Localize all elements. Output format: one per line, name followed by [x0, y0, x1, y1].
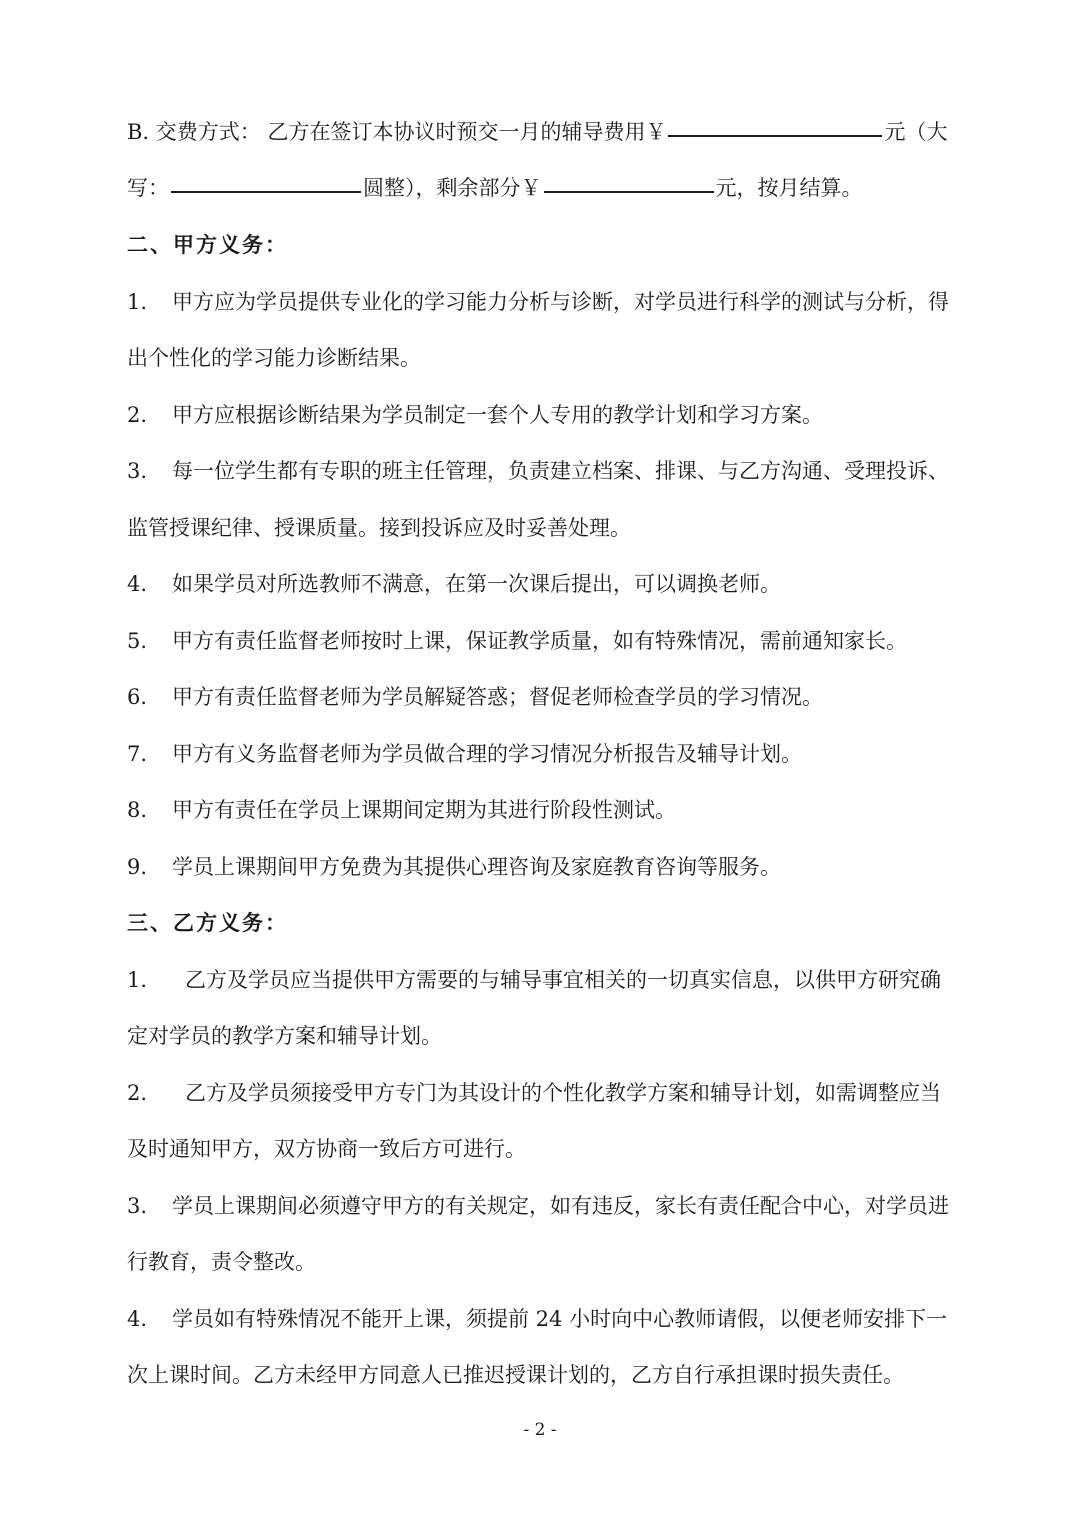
payment-text: 圆整），剩余部分￥ [363, 176, 542, 200]
section-heading-party-b: 三、乙方义务： [127, 910, 288, 935]
item-number: 3. [127, 1194, 148, 1218]
list-item [127, 795, 967, 825]
item-text: 学员如有特殊情况不能开上课，须提前 24 小时向中心教师请假，以便老师安排下一 [172, 1307, 948, 1331]
item-text: 乙方及学员须接受甲方专门为其设计的个性化教学方案和辅导计划，如需调整应当 [185, 1081, 941, 1105]
list-item [127, 400, 967, 430]
item-number: 3. [127, 459, 148, 483]
payment-line-1 [127, 117, 967, 147]
list-item [127, 852, 967, 882]
item-text: 甲方有责任监督老师为学员解疑答惑；督促老师检查学员的学习情况。 [172, 685, 823, 709]
blank-fill-line [171, 191, 361, 193]
item-number: 2. [127, 1081, 148, 1105]
item-number: 8. [127, 798, 148, 822]
list-item [127, 739, 967, 769]
item-number: 6. [127, 685, 148, 709]
item-text: 甲方有责任在学员上课期间定期为其进行阶段性测试。 [172, 798, 676, 822]
item-text: 每一位学生都有专职的班主任管理，负责建立档案、排课、与乙方沟通、受理投诉、 [172, 459, 949, 483]
item-text: 甲方有义务监督老师为学员做合理的学习情况分析报告及辅导计划。 [172, 742, 802, 766]
list-item-continuation: 行教育，责令整改。 [127, 1250, 316, 1274]
blank-fill-line [668, 135, 882, 137]
item-text: 学员上课期间甲方免费为其提供心理咨询及家庭教育咨询等服务。 [172, 855, 781, 879]
payment-text: 元（大 [884, 120, 948, 144]
item-number: 2. [127, 403, 148, 427]
item-number: 9. [127, 855, 148, 879]
item-text: 如果学员对所选教师不满意，在第一次课后提出，可以调换老师。 [172, 572, 781, 596]
list-item-continuation: 监管授课纪律、授课质量。接到投诉应及时妥善处理。 [127, 516, 631, 540]
payment-text: B. 交费方式： 乙方在签订本协议时预交一月的辅导费用￥ [127, 120, 667, 144]
item-text: 乙方及学员应当提供甲方需要的与辅导事宜相关的一切真实信息，以供甲方研究确 [185, 968, 941, 992]
list-item-continuation: 出个性化的学习能力诊断结果。 [127, 346, 421, 370]
list-item [127, 1191, 967, 1221]
item-number: 1. [127, 290, 148, 314]
list-item-continuation: 次上课时间。乙方未经甲方同意人已推迟授课计划的，乙方自行承担课时损失责任。 [127, 1363, 904, 1387]
page-number: - 2 - [523, 1420, 557, 1440]
item-text: 学员上课期间必须遵守甲方的有关规定，如有违反，家长有责任配合中心，对学员进 [172, 1194, 949, 1218]
list-item-continuation: 及时通知甲方，双方协商一致后方可进行。 [127, 1137, 526, 1161]
item-text: 甲方有责任监督老师按时上课，保证教学质量，如有特殊情况，需前通知家长。 [172, 629, 907, 653]
payment-text: 元，按月结算。 [715, 176, 863, 200]
item-number: 1. [127, 968, 148, 992]
list-item [127, 682, 967, 712]
list-item [127, 1078, 967, 1108]
item-number: 7. [127, 742, 148, 766]
item-number: 4. [127, 1307, 148, 1331]
item-text: 甲方应根据诊断结果为学员制定一套个人专用的教学计划和学习方案。 [172, 403, 823, 427]
list-item [127, 456, 967, 486]
item-number: 4. [127, 572, 148, 596]
list-item [127, 965, 967, 995]
item-text: 甲方应为学员提供专业化的学习能力分析与诊断，对学员进行科学的测试与分析，得 [172, 290, 949, 314]
payment-text: 写： [127, 176, 169, 200]
list-item [127, 626, 967, 656]
section-heading-party-a: 二、甲方义务： [127, 232, 288, 257]
blank-fill-line [544, 191, 714, 193]
list-item [127, 1304, 967, 1334]
list-item [127, 569, 967, 599]
payment-line-2 [127, 173, 967, 203]
list-item [127, 287, 967, 317]
list-item-continuation: 定对学员的教学方案和辅导计划。 [127, 1024, 442, 1048]
item-number: 5. [127, 629, 148, 653]
